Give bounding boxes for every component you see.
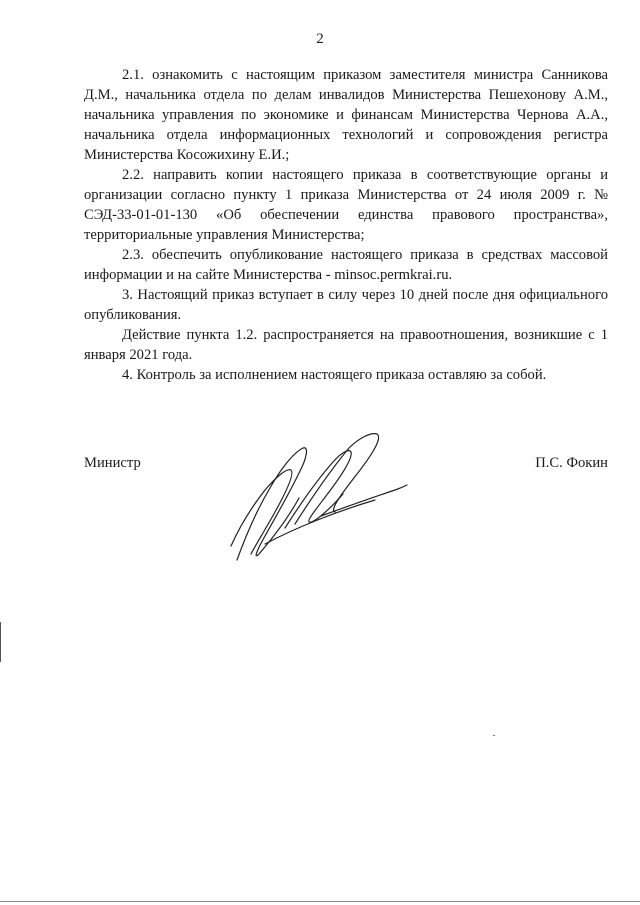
scan-artifact-dot — [493, 735, 495, 736]
paragraph-2-3: 2.3. обеспечить опубликование настоящего приказа в средствах массовой информации и на сайте Министерства - minsoc.permkrai.ru. — [84, 247, 608, 283]
paragraph-3: 3. Настоящий приказ вступает в силу через 10 дней после дня официального опубликования. — [84, 287, 608, 323]
paragraph-2-1: 2.1. ознакомить с настоящим приказом заместителя министра Санникова Д.М., начальника отдела по делам инвалидов Министерства Пешехонову А.М., начальника управления по экономике и финансам Министерства Чернова А.А., начальника отдела информационных технологий и сопровождения регистра Министерства Косожихину Е.И.; — [84, 67, 608, 163]
document-body — [84, 65, 608, 385]
signer-name: П.С. Фокин — [535, 455, 608, 471]
signer-position: Министр — [84, 455, 141, 471]
scan-artifact-bottom — [0, 901, 640, 902]
scan-artifact-left — [0, 622, 1, 662]
paragraph-2-2: 2.2. направить копии настоящего приказа в соответствующие органы и организации согласно пункту 1 приказа Министерства от 24 июля 2009 г. № СЭД-33-01-01-130 «Об обеспечении единства правового пространства», территориальные управления Министерства; — [84, 167, 608, 243]
handwritten-signature — [225, 428, 410, 568]
page-number: 2 — [316, 31, 324, 47]
paragraph-effect: Действие пункта 1.2. распространяется на правоотношения, возникшие с 1 января 2021 года. — [84, 327, 608, 363]
paragraph-4: 4. Контроль за исполнением настоящего приказа оставляю за собой. — [122, 367, 547, 383]
